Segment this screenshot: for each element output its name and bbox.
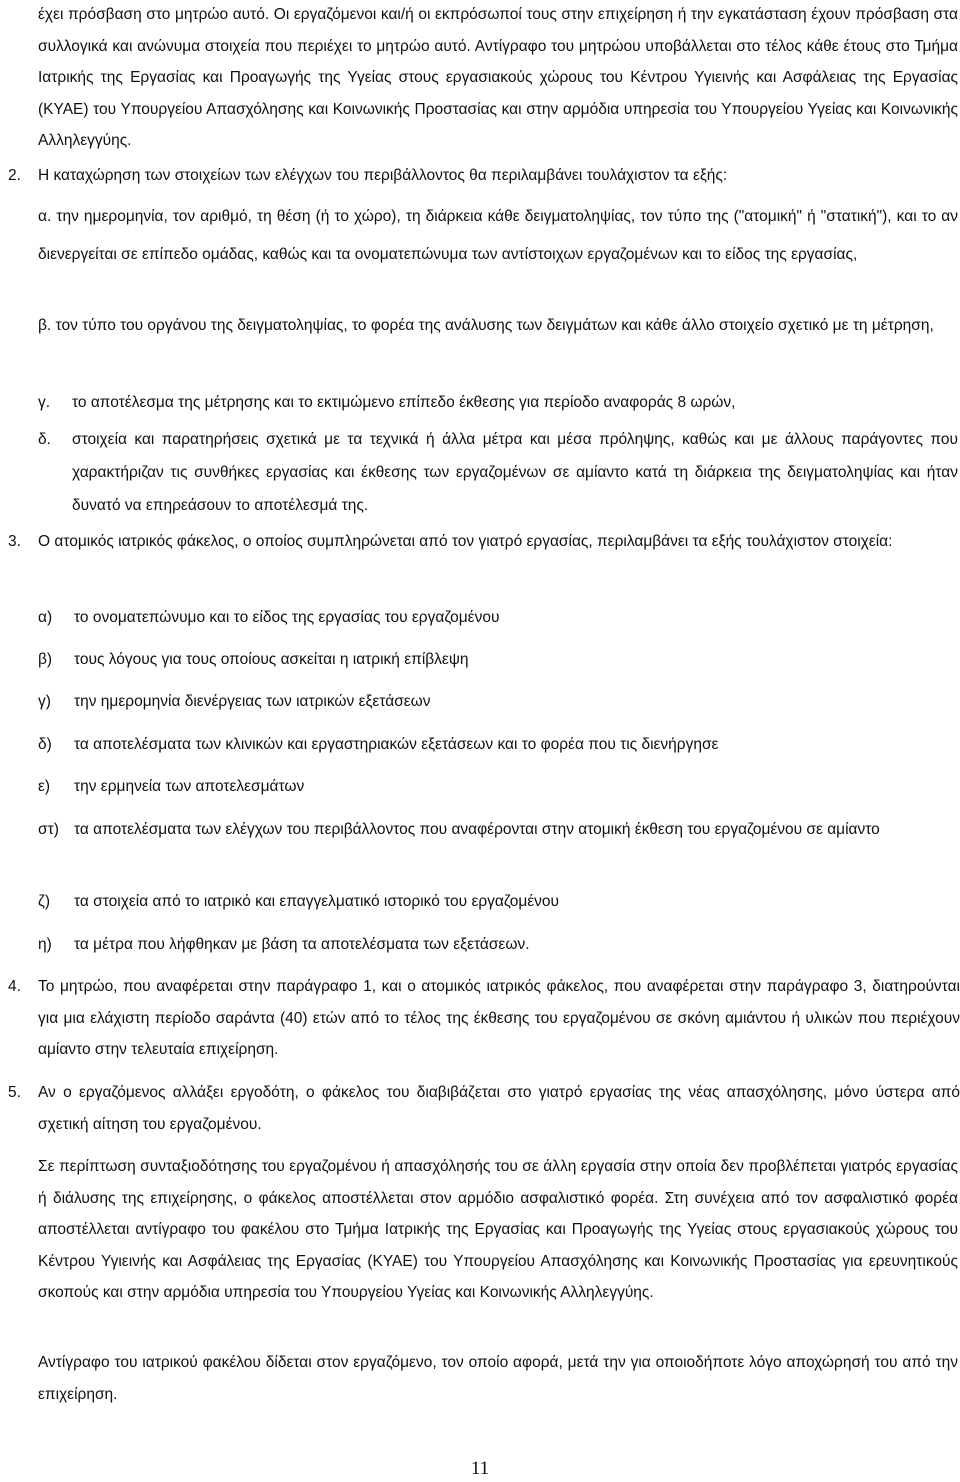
- subitem-label: β.: [38, 317, 52, 334]
- list-text: το ονοματεπώνυμο και το είδος της εργασίας του εργαζομένου: [74, 609, 500, 626]
- subitem-label: δ.: [38, 431, 51, 448]
- item-number: 5.: [8, 1084, 21, 1101]
- list-item-e: [38, 771, 958, 803]
- list-item-b: [38, 644, 958, 676]
- item-text: Αν ο εργαζόμενος αλλάξει εργοδότη, ο φάκελος του διαβιβάζεται στο γιατρό εργασίας της νέας απασχόλησης, μόνο ύστερα από σχετική αίτηση του εργαζομένου.: [38, 1084, 960, 1133]
- list-text: τα αποτελέσματα των ελέγχων του περιβάλλοντος που αναφέρονται στην ατομική έκθεση του εργαζομένου σε αμίαντο: [74, 821, 880, 838]
- page-number: 11: [470, 1458, 490, 1479]
- paragraph-copy: Αντίγραφο του ιατρικού φακέλου δίδεται στον εργαζόμενο, τον οποίο αφορά, μετά την για οποιοδήποτε λόγο αποχώρησή του από την επιχείρηση.: [38, 1354, 958, 1403]
- list-text: τα στοιχεία από το ιατρικό και επαγγελματικό ιστορικό του εργαζομένου: [74, 893, 560, 910]
- item-2: [8, 160, 960, 192]
- list-item-a: [38, 602, 958, 634]
- list-item-d: [38, 729, 958, 761]
- item-text: Η καταχώρηση των στοιχείων των ελέγχων του περιβάλλοντος θα περιλαμβάνει τουλάχιστον τα εξής:: [38, 167, 728, 184]
- item-number: 3.: [8, 533, 21, 550]
- item-text: Ο ατομικός ιατρικός φάκελος, ο οποίος συμπληρώνεται από τον γιατρό εργασίας, περιλαμβάνει τα εξής τουλάχιστον στοιχεία:: [38, 533, 893, 550]
- list-text: τα αποτελέσματα των κλινικών και εργαστηριακών εξετάσεων και το φορέα που τις διενήργησε: [74, 736, 719, 753]
- subitem-d: [38, 423, 958, 522]
- list-label: γ): [38, 693, 51, 710]
- item-text: Το μητρώο, που αναφέρεται στην παράγραφο 1, και ο ατομικός ιατρικός φάκελος, που αναφέρεται στην παράγραφο 3, διατηρούνται για μια ελάχιστη περίοδο σαράντα (40) ετών από το τέλος της έκθεσης του εργαζομένου σε σκόνη αμιάντου ή υλικών που περιέχουν αμίαντο στην τελευταία επιχείρηση.: [38, 978, 960, 1058]
- item-4: [8, 971, 960, 1066]
- list-text: την ερμηνεία των αποτελεσμάτων: [74, 778, 305, 795]
- item-number: 2.: [8, 167, 21, 184]
- list-text: την ημερομηνία διενέργειας των ιατρικών εξετάσεων: [74, 693, 431, 710]
- subitem-label: α.: [38, 208, 52, 225]
- list-label: δ): [38, 736, 52, 753]
- list-label: ζ): [38, 893, 50, 910]
- subitem-label: γ.: [38, 394, 51, 411]
- subitem-text: [38, 198, 958, 273]
- list-label: στ): [38, 821, 59, 838]
- item-number: 4.: [8, 978, 21, 995]
- subitem-body: την ημερομηνία, τον αριθμό, τη θέση (ή το χώρο), τη διάρκεια κάθε δειγματοληψίας, τον τύπο της ("ατομική" ή "στατική"), και το αν διενεργείται σε επίπεδο ομάδας, καθώς και τα ονοματεπώνυμα των αντίστοιχων εργαζομένων και το είδος της εργασίας,: [38, 208, 959, 263]
- subitem-text: στοιχεία και παρατηρήσεις σχετικά με τα τεχνικά ή άλλα μέτρα και μέσα πρόληψης, καθώς και με άλλους παράγοντες που χαρακτήριζαν τις συνθήκες εργασίας και έκθεσης των εργαζομένων σε αμίαντο κατά τη διάρκεια της δειγματοληψίας και ήταν δυνατό να επηρεάσουν το αποτέλεσμά της.: [72, 431, 958, 514]
- item-5: [8, 1077, 960, 1140]
- subitem-text: το αποτέλεσμα της μέτρησης και το εκτιμώμενο επίπεδο έκθεσης για περίοδο αναφοράς 8 ωρών,: [72, 394, 736, 411]
- subitem-text: [38, 307, 958, 345]
- subitem-c: [38, 384, 958, 422]
- paragraph-retirement: Σε περίπτωση συνταξιοδότησης του εργαζομένου ή απασχόλησής του σε άλλη εργασία στην οποία δεν προβλέπεται γιατρός εργασίας ή διάλυσης της επιχείρησης, ο φάκελος αποστέλλεται στον αρμόδιο ασφαλιστικό φορέα. Στη συνέχεια από τον ασφαλιστικό φορέα αποστέλλεται αντίγραφο του φακέλου στο Τμήμα Ιατρικής της Εργασίας και Προαγωγής της Υγείας στους εργασιακούς χώρους του Κέντρου Υγιεινής και Ασφάλειας της Εργασίας (ΚΥΑΕ) του Υπουργείου Απασχόλησης και Κοινωνικής Προστασίας για ερευνητικούς σκοπούς και στην αρμόδια υπηρεσία του Υπουργείου Υγείας και Κοινωνικής Αλληλεγγύης.: [38, 1158, 958, 1301]
- list-label: η): [38, 936, 52, 953]
- intro-paragraph: έχει πρόσβαση στο μητρώο αυτό. Οι εργαζόμενοι και/ή οι εκπρόσωποί τους στην επιχείρηση ή την εγκατάσταση έχουν πρόσβαση στα συλλογικά και ανώνυμα στοιχεία που περιέχει το μητρώο αυτό. Αντίγραφο του μητρώου υποβάλλεται στο τέλος κάθε έτους στο Τμήμα Ιατρικής της Εργασίας και Προαγωγής της Υγείας στους εργασιακούς χώρους του Κέντρου Υγιεινής και Ασφάλειας της Εργασίας (ΚΥΑΕ) του Υπουργείου Απασχόλησης και Κοινωνικής Προστασίας και στην αρμόδια υπηρεσία του Υπουργείου Υγείας και Κοινωνικής Αλληλεγγύης.: [38, 6, 958, 149]
- list-label: β): [38, 651, 53, 668]
- subitem-body: τον τύπο του οργάνου της δειγματοληψίας, το φορέα της ανάλυσης των δειγμάτων και κάθε άλλο στοιχείο σχετικό με τη μέτρηση,: [55, 317, 934, 334]
- list-item-c: [38, 686, 958, 718]
- list-text: τα μέτρα που λήφθηκαν με βάση τα αποτελέσματα των εξετάσεων.: [74, 936, 530, 953]
- item-3: [8, 526, 960, 558]
- list-label: α): [38, 609, 53, 626]
- subitem-b: [38, 307, 958, 345]
- list-label: ε): [38, 778, 51, 795]
- list-item-h: [38, 929, 958, 961]
- list-item-f: [38, 814, 958, 846]
- list-item-g: [38, 886, 958, 918]
- subitem-a: [38, 198, 958, 273]
- list-text: τους λόγους για τους οποίους ασκείται η ιατρική επίβλεψη: [74, 651, 469, 668]
